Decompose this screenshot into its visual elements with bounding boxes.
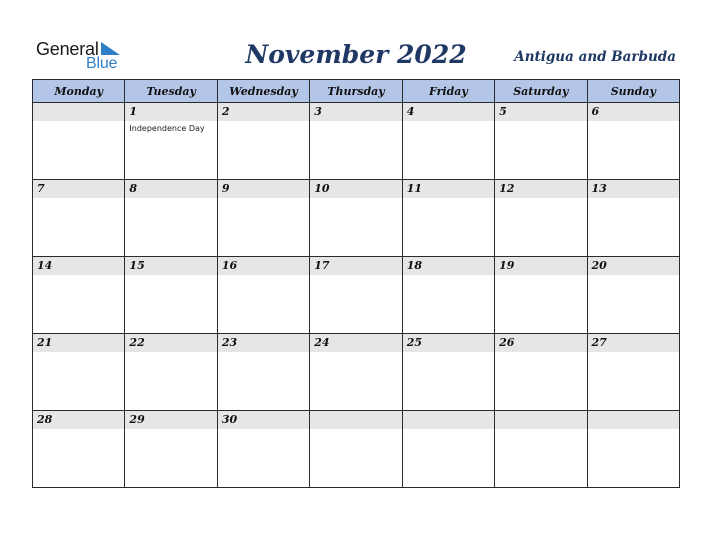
day-cell	[125, 103, 217, 180]
day-number: 14	[37, 259, 53, 272]
weekday-header: Wednesday	[217, 80, 309, 103]
date-strip	[588, 257, 679, 275]
week-row	[33, 103, 680, 180]
date-strip	[588, 180, 679, 198]
weekday-header-row	[33, 80, 680, 103]
day-cell	[33, 257, 125, 334]
day-number: 6	[591, 105, 600, 118]
day-cell	[402, 411, 494, 488]
weekday-header: Monday	[33, 80, 125, 103]
day-number: 21	[37, 336, 53, 349]
date-strip	[403, 257, 494, 275]
date-strip	[495, 334, 586, 352]
day-number: 13	[591, 182, 607, 195]
day-number: 26	[499, 336, 515, 349]
date-strip	[403, 180, 494, 198]
weekday-header: Thursday	[310, 80, 402, 103]
weekday-header: Sunday	[587, 80, 679, 103]
date-strip	[125, 180, 216, 198]
date-strip	[218, 411, 309, 429]
day-number: 29	[129, 413, 145, 426]
day-cell	[495, 334, 587, 411]
date-strip	[33, 411, 124, 429]
day-cell	[495, 257, 587, 334]
date-strip	[495, 257, 586, 275]
day-cell	[125, 411, 217, 488]
day-cell	[217, 257, 309, 334]
day-cell	[310, 257, 402, 334]
date-strip	[403, 103, 494, 121]
day-cell	[310, 103, 402, 180]
date-strip	[310, 257, 401, 275]
date-strip	[588, 334, 679, 352]
date-strip	[218, 103, 309, 121]
date-strip	[33, 180, 124, 198]
day-cell	[310, 180, 402, 257]
day-cell	[33, 334, 125, 411]
weekday-header: Friday	[402, 80, 494, 103]
date-strip	[495, 180, 586, 198]
day-cell	[495, 180, 587, 257]
day-number: 25	[406, 336, 422, 349]
day-cell	[33, 411, 125, 488]
day-number: 8	[129, 182, 138, 195]
country-name: Antigua and Barbuda	[514, 49, 676, 65]
day-cell	[587, 334, 679, 411]
date-strip	[218, 257, 309, 275]
date-strip	[125, 334, 216, 352]
day-number: 28	[37, 413, 53, 426]
day-cell	[217, 103, 309, 180]
day-cell	[217, 334, 309, 411]
day-cell	[587, 103, 679, 180]
day-cell	[125, 257, 217, 334]
weekday-header: Tuesday	[125, 80, 217, 103]
day-number: 19	[499, 259, 515, 272]
day-number: 15	[129, 259, 145, 272]
holiday-label: Independence Day	[129, 124, 205, 133]
week-row	[33, 180, 680, 257]
day-number: 24	[314, 336, 330, 349]
day-cell	[402, 257, 494, 334]
week-row	[33, 334, 680, 411]
day-number: 20	[591, 259, 607, 272]
logo-general-text: General	[36, 39, 99, 59]
day-number: 12	[499, 182, 515, 195]
day-cell	[33, 180, 125, 257]
month-title: November 2022	[245, 40, 467, 69]
day-cell	[33, 103, 125, 180]
day-cell	[587, 180, 679, 257]
day-cell	[402, 103, 494, 180]
day-cell	[495, 103, 587, 180]
day-cell	[402, 334, 494, 411]
weekday-header: Saturday	[495, 80, 587, 103]
date-strip	[218, 334, 309, 352]
day-cell	[587, 411, 679, 488]
logo-blue-text: Blue	[86, 55, 118, 72]
day-number: 2	[221, 105, 230, 118]
day-number: 10	[314, 182, 330, 195]
day-number: 3	[314, 105, 322, 118]
date-strip	[495, 411, 586, 429]
day-number: 27	[591, 336, 607, 349]
calendar-grid	[32, 79, 680, 488]
day-cell	[217, 411, 309, 488]
day-number: 5	[499, 105, 507, 118]
day-cell	[125, 180, 217, 257]
day-number: 17	[314, 259, 330, 272]
day-number: 7	[37, 182, 45, 195]
date-strip	[33, 103, 124, 121]
day-number: 4	[406, 105, 415, 118]
date-strip	[495, 103, 586, 121]
day-number: 18	[406, 259, 422, 272]
day-cell	[310, 334, 402, 411]
day-cell	[587, 257, 679, 334]
day-number: 11	[406, 182, 422, 195]
date-strip	[33, 334, 124, 352]
date-strip	[403, 411, 494, 429]
date-strip	[403, 334, 494, 352]
day-cell	[495, 411, 587, 488]
date-strip	[33, 257, 124, 275]
week-row	[33, 411, 680, 488]
date-strip	[310, 103, 401, 121]
day-cell	[217, 180, 309, 257]
day-number: 16	[221, 259, 238, 272]
day-number: 30	[221, 413, 238, 426]
date-strip	[125, 411, 216, 429]
date-strip	[125, 257, 216, 275]
day-number: 23	[221, 336, 238, 349]
date-strip	[310, 334, 401, 352]
date-strip	[588, 103, 679, 121]
date-strip	[588, 411, 679, 429]
day-cell	[125, 334, 217, 411]
day-number: 22	[129, 336, 145, 349]
day-cell	[310, 411, 402, 488]
day-cell	[402, 180, 494, 257]
date-strip	[218, 180, 309, 198]
date-strip	[310, 180, 401, 198]
day-number: 9	[221, 182, 230, 195]
day-number: 1	[129, 105, 138, 118]
date-strip	[125, 103, 216, 121]
week-row	[33, 257, 680, 334]
date-strip	[310, 411, 401, 429]
